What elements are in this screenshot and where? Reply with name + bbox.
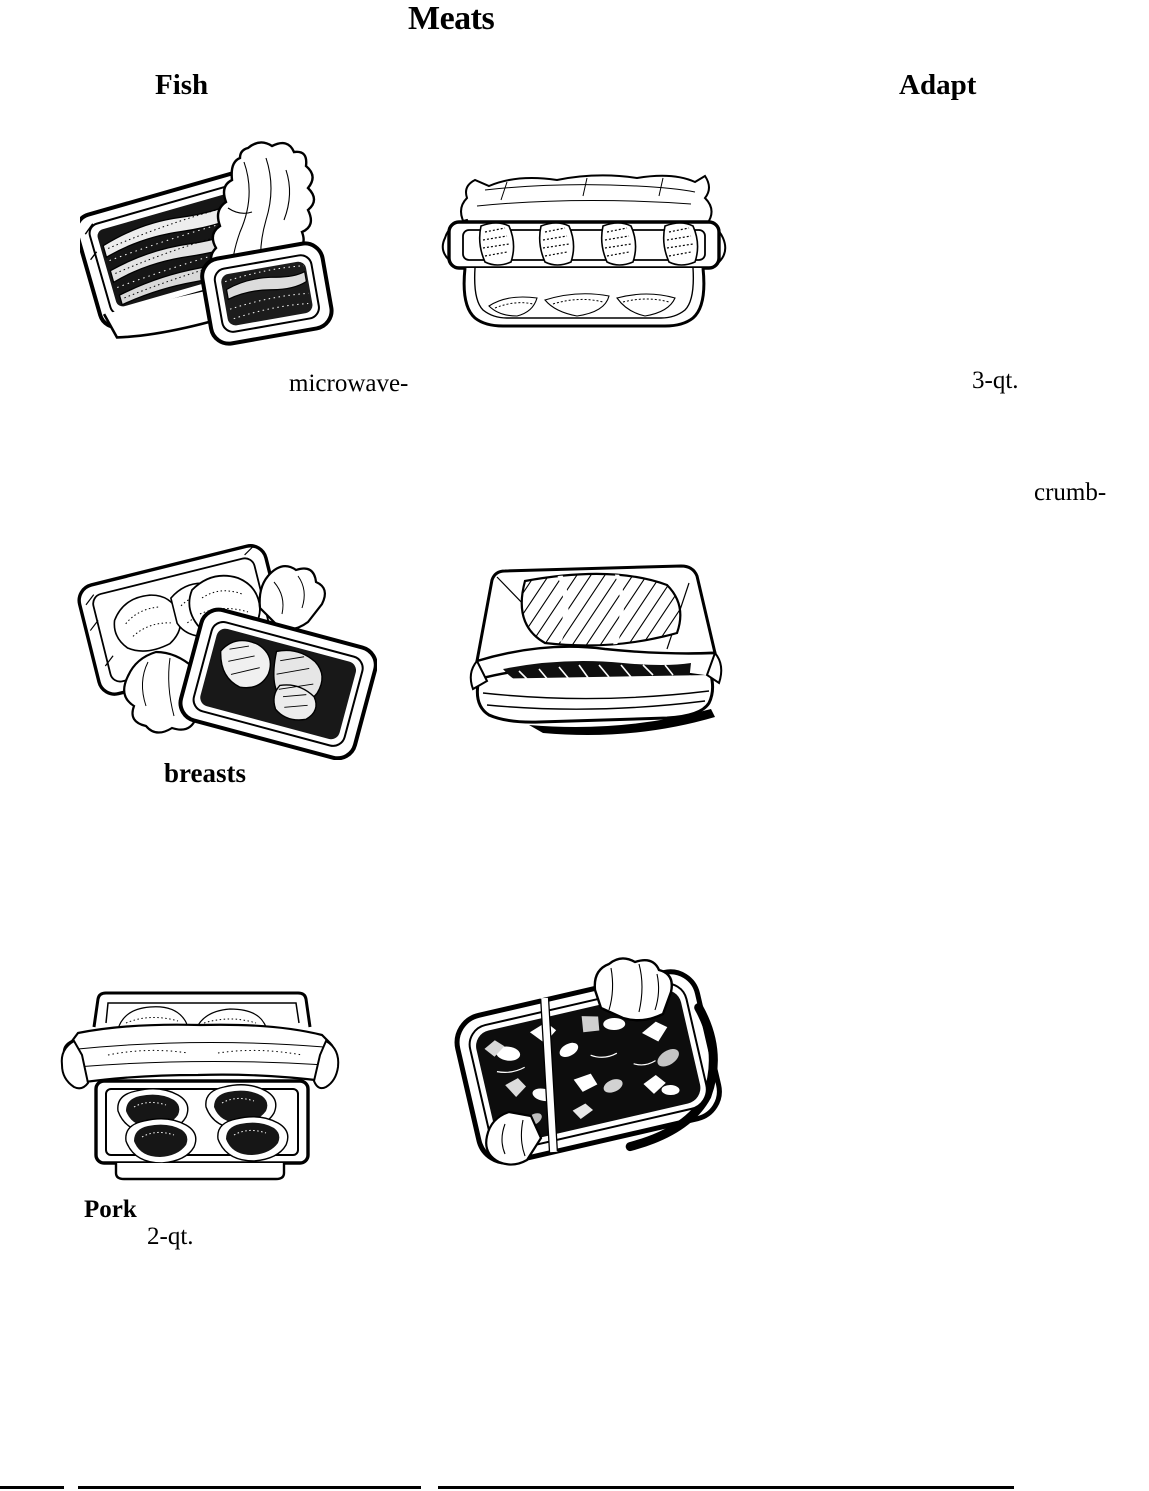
figure-chicken-trays <box>72 530 377 765</box>
heading-fish: Fish <box>155 69 209 101</box>
steak-tray-illustration <box>463 553 728 743</box>
figure-steak-tray-wrapped <box>463 553 728 748</box>
footer-rule-middle <box>78 1486 421 1489</box>
text-fragment-pork: Pork <box>84 1196 137 1223</box>
fish-baking-dish-illustration <box>437 166 732 336</box>
text-fragment-microwave: microwave- <box>289 370 409 397</box>
meat-chunks-tray-illustration <box>443 956 733 1176</box>
heading-adapt: Adapt <box>899 69 977 101</box>
figure-pork-chops-dish <box>58 983 343 1193</box>
text-fragment-3qt: 3-qt. <box>972 367 1019 394</box>
page-title: Meats <box>408 0 495 37</box>
text-fragment-breasts: breasts <box>164 758 247 788</box>
figure-fish-tray-wrapped <box>80 136 335 351</box>
footer-rule-right <box>438 1486 1014 1489</box>
text-fragment-crumb: crumb- <box>1034 479 1107 506</box>
text-fragment-2qt: 2-qt. <box>147 1223 194 1250</box>
figure-fish-baking-dish <box>437 166 732 341</box>
chicken-trays-illustration <box>72 530 377 760</box>
fish-tray-wrapped-illustration <box>80 136 335 346</box>
figure-meat-chunks-tray <box>443 956 733 1181</box>
footer-rule-left <box>0 1486 64 1489</box>
pork-chops-dish-illustration <box>58 983 343 1188</box>
